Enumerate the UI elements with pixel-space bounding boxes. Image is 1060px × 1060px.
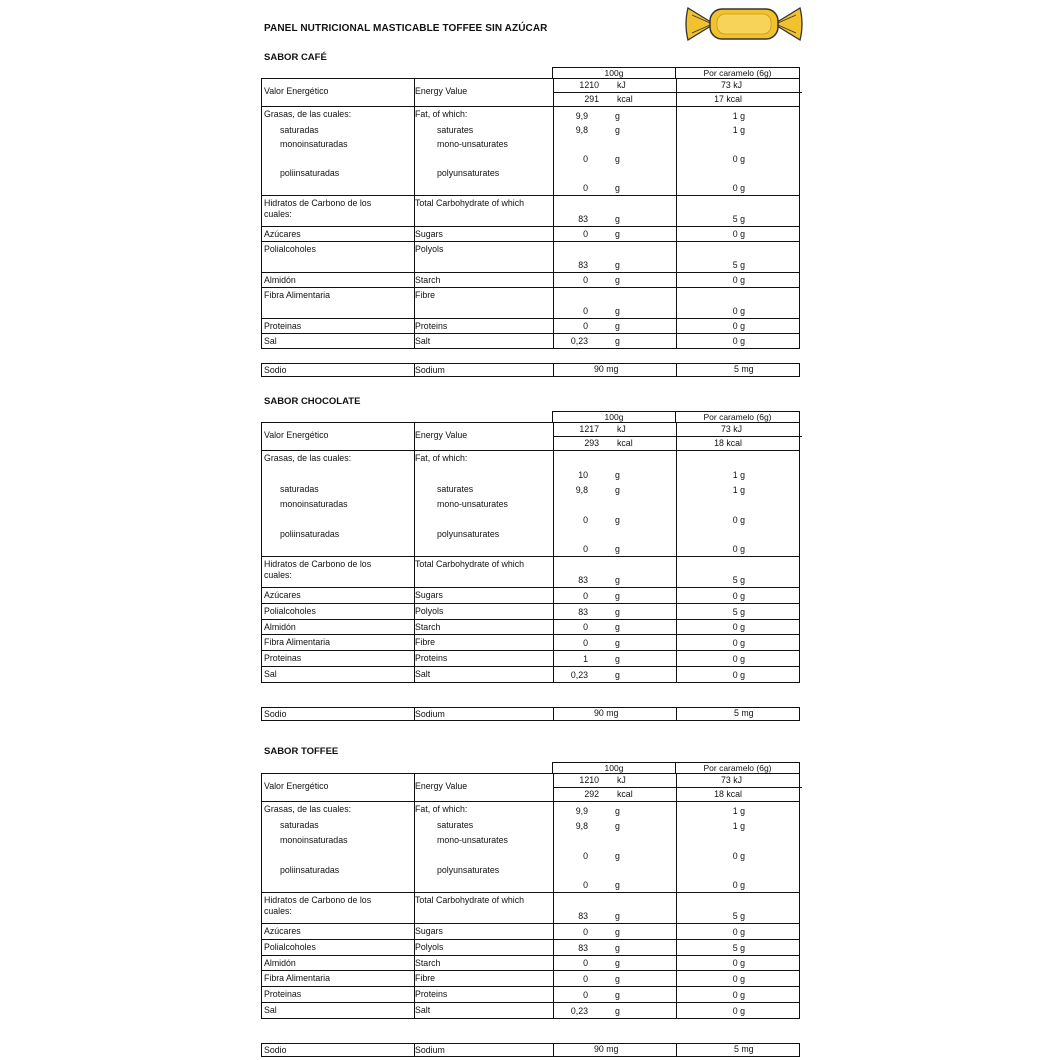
- value-per-unit: 0 g: [732, 275, 745, 285]
- label-en: Fibre: [415, 637, 436, 647]
- label-es: Polialcoholes: [264, 942, 316, 952]
- unit-kcal: kcal: [617, 94, 633, 104]
- label-es: saturadas: [280, 484, 319, 494]
- value-kj-100g: 1210: [579, 775, 599, 785]
- value-100g: 0: [583, 990, 588, 1000]
- label-es: Fibra Alimentaria: [264, 973, 331, 983]
- label-en: Salt: [415, 1005, 431, 1015]
- unit-100g: g: [615, 607, 620, 617]
- value-per-unit: 1 g: [732, 470, 745, 480]
- value-100g: 9,8: [575, 485, 588, 495]
- label-en: Sugars: [415, 926, 443, 936]
- label-es: Hidratos de Carbono de los cuales:: [264, 559, 372, 580]
- label-es: Almidón: [264, 622, 296, 632]
- header-per-unit: Por caramelo (6g): [675, 762, 800, 774]
- label-en: Fat, of which:: [415, 453, 468, 463]
- label-en: Sodium: [415, 365, 445, 375]
- table-row: [262, 497, 799, 527]
- section-title: SABOR CHOCOLATE: [264, 396, 361, 407]
- label-es: poliinsaturadas: [280, 168, 340, 178]
- table-header: [261, 411, 800, 423]
- value-100g: 83: [578, 575, 588, 585]
- label-es: Fibra Alimentaria: [264, 290, 331, 300]
- value-100g: 0: [583, 851, 588, 861]
- table-row: [262, 556, 799, 587]
- value-per-unit: 0 g: [732, 515, 745, 525]
- label-en: Starch: [415, 275, 441, 285]
- header-per-unit: Por caramelo (6g): [675, 67, 800, 79]
- value-100g: 0: [583, 958, 588, 968]
- label-es: Proteinas: [264, 321, 302, 331]
- value-100g: 90 mg: [594, 708, 619, 718]
- unit-100g: g: [615, 927, 620, 937]
- label-es: Polialcoholes: [264, 244, 316, 254]
- table-row: [262, 333, 799, 348]
- label-es: Proteinas: [264, 989, 302, 999]
- value-per-unit: 5 g: [732, 214, 745, 224]
- table-row: [262, 226, 799, 241]
- sodium-row: [261, 1043, 800, 1057]
- label-en: Energy Value: [415, 86, 468, 96]
- unit-100g: g: [615, 654, 620, 664]
- value-per-unit: 0 g: [732, 654, 745, 664]
- label-en: Sodium: [415, 1045, 445, 1055]
- label-en: Polyols: [415, 606, 444, 616]
- label-en: mono-unsaturates: [437, 499, 508, 509]
- unit-100g: g: [615, 154, 620, 164]
- value-100g: 0: [583, 275, 588, 285]
- label-en: Energy Value: [415, 781, 468, 791]
- value-per-unit: 0 g: [732, 336, 745, 346]
- value-100g: 9,9: [575, 806, 588, 816]
- value-per-unit: 1 g: [732, 806, 745, 816]
- value-per-unit: 1 g: [732, 111, 745, 121]
- value-kj-100g: 1217: [579, 424, 599, 434]
- label-en: Fibre: [415, 973, 436, 983]
- value-per-unit: 1 g: [732, 125, 745, 135]
- label-es: Sodio: [264, 365, 287, 375]
- value-100g: 0: [583, 880, 588, 890]
- label-es: Hidratos de Carbono de los cuales:: [264, 198, 372, 219]
- value-100g: 83: [578, 214, 588, 224]
- label-es: Sodio: [264, 1045, 287, 1055]
- label-en: mono-unsaturates: [437, 835, 508, 845]
- value-per-unit: 0 g: [732, 306, 745, 316]
- unit-100g: g: [615, 880, 620, 890]
- unit-100g: g: [615, 515, 620, 525]
- label-en: Sugars: [415, 590, 443, 600]
- table-row: [262, 106, 799, 123]
- label-es: Valor Energético: [264, 430, 329, 440]
- unit-100g: g: [615, 485, 620, 495]
- value-per-unit: 0 g: [732, 1006, 745, 1016]
- table-row: [262, 619, 799, 634]
- value-per-unit: 0 g: [732, 544, 745, 554]
- label-en: Energy Value: [415, 430, 468, 440]
- label-es: Polialcoholes: [264, 606, 316, 616]
- label-en: saturates: [437, 820, 474, 830]
- unit-100g: g: [615, 851, 620, 861]
- header-per-100g: 100g: [552, 411, 676, 423]
- unit-100g: g: [615, 321, 620, 331]
- value-per-unit: 0 g: [732, 183, 745, 193]
- unit-100g: g: [615, 990, 620, 1000]
- table-row: [262, 450, 799, 482]
- unit-100g: g: [615, 622, 620, 632]
- label-en: saturates: [437, 484, 474, 494]
- label-es: Fibra Alimentaria: [264, 637, 331, 647]
- table-row: [262, 923, 799, 939]
- value-100g: 0: [583, 927, 588, 937]
- label-en: Sodium: [415, 709, 445, 719]
- label-en: Starch: [415, 958, 441, 968]
- label-es: Sodio: [264, 709, 287, 719]
- unit-kcal: kcal: [617, 789, 633, 799]
- label-en: Sugars: [415, 229, 443, 239]
- label-es: Sal: [264, 669, 277, 679]
- label-es: saturadas: [280, 820, 319, 830]
- table-row: [262, 986, 799, 1002]
- label-en: polyunsaturates: [437, 529, 500, 539]
- value-per-unit: 5 mg: [734, 1044, 754, 1054]
- label-es: monoinsaturadas: [280, 499, 348, 509]
- label-es: Sal: [264, 336, 277, 346]
- value-100g: 90 mg: [594, 364, 619, 374]
- value-100g: 9,8: [575, 821, 588, 831]
- unit-100g: g: [615, 806, 620, 816]
- nutrition-table: [261, 67, 800, 349]
- table-row: [262, 892, 799, 923]
- label-en: Polyols: [415, 244, 444, 254]
- label-es: Grasas, de las cuales:: [264, 109, 352, 119]
- value-100g: 0: [583, 306, 588, 316]
- unit-100g: g: [615, 336, 620, 346]
- table-body: [261, 773, 800, 1019]
- value-100g: 1: [583, 654, 588, 664]
- unit-kj: kJ: [617, 775, 626, 785]
- label-es: Grasas, de las cuales:: [264, 804, 352, 814]
- label-en: Fibre: [415, 290, 436, 300]
- unit-100g: g: [615, 275, 620, 285]
- table-row: [262, 818, 799, 833]
- label-es: poliinsaturadas: [280, 865, 340, 875]
- table-row: [262, 272, 799, 287]
- value-100g: 0: [583, 515, 588, 525]
- table-row: [262, 166, 799, 195]
- value-kcal-100g: 291: [584, 94, 599, 104]
- value-100g: 0: [583, 321, 588, 331]
- value-kj-unit: 73 kJ: [720, 775, 742, 785]
- value-100g: 83: [578, 943, 588, 953]
- unit-100g: g: [615, 911, 620, 921]
- value-per-unit: 0 g: [732, 321, 745, 331]
- value-per-unit: 0 g: [732, 670, 745, 680]
- value-kj-100g: 1210: [579, 80, 599, 90]
- label-en: Salt: [415, 336, 431, 346]
- section-title: SABOR CAFÉ: [264, 52, 327, 63]
- value-kj-unit: 73 kJ: [720, 80, 742, 90]
- value-kcal-unit: 17 kcal: [714, 94, 742, 104]
- label-es: Almidón: [264, 275, 296, 285]
- value-kcal-unit: 18 kcal: [714, 438, 742, 448]
- label-en: Fat, of which:: [415, 109, 468, 119]
- label-es: Valor Energético: [264, 781, 329, 791]
- unit-100g: g: [615, 821, 620, 831]
- label-es: poliinsaturadas: [280, 529, 340, 539]
- value-100g: 0,23: [570, 336, 588, 346]
- value-per-unit: 5 mg: [734, 708, 754, 718]
- label-es: saturadas: [280, 125, 319, 135]
- value-per-unit: 5 g: [732, 260, 745, 270]
- label-en: Total Carbohydrate of which: [415, 559, 525, 569]
- label-es: Sal: [264, 1005, 277, 1015]
- label-es: Almidón: [264, 958, 296, 968]
- value-per-unit: 0 g: [732, 591, 745, 601]
- label-es: Azúcares: [264, 926, 301, 936]
- label-es: Proteinas: [264, 653, 302, 663]
- sodium-row: [261, 707, 800, 721]
- section-title: SABOR TOFFEE: [264, 746, 339, 757]
- nutrition-table: [261, 411, 800, 683]
- value-100g: 83: [578, 911, 588, 921]
- value-per-unit: 0 g: [732, 622, 745, 632]
- header-per-unit: Por caramelo (6g): [675, 411, 800, 423]
- unit-100g: g: [615, 575, 620, 585]
- value-per-unit: 5 mg: [734, 364, 754, 374]
- value-per-unit: 1 g: [732, 821, 745, 831]
- value-per-unit: 0 g: [732, 974, 745, 984]
- label-en: polyunsaturates: [437, 168, 500, 178]
- table-row: [262, 939, 799, 955]
- label-en: Proteins: [415, 989, 448, 999]
- value-kcal-100g: 292: [584, 789, 599, 799]
- table-row: [262, 666, 799, 682]
- value-100g: 0: [583, 974, 588, 984]
- label-en: Salt: [415, 669, 431, 679]
- table-header: [261, 67, 800, 79]
- table-row: [262, 287, 799, 318]
- label-es: monoinsaturadas: [280, 139, 348, 149]
- unit-100g: g: [615, 544, 620, 554]
- value-100g: 0: [583, 544, 588, 554]
- label-en: Total Carbohydrate of which: [415, 198, 525, 208]
- label-es: Azúcares: [264, 229, 301, 239]
- table-row: [262, 650, 799, 666]
- value-100g: 0: [583, 591, 588, 601]
- value-100g: 9,9: [575, 111, 588, 121]
- value-per-unit: 0 g: [732, 958, 745, 968]
- unit-100g: g: [615, 260, 620, 270]
- unit-100g: g: [615, 591, 620, 601]
- value-per-unit: 0 g: [732, 880, 745, 890]
- value-per-unit: 1 g: [732, 485, 745, 495]
- label-es: Azúcares: [264, 590, 301, 600]
- table-row-energy: [262, 423, 799, 450]
- unit-100g: g: [615, 183, 620, 193]
- table-row: [262, 318, 799, 333]
- unit-100g: g: [615, 1006, 620, 1016]
- unit-100g: g: [615, 306, 620, 316]
- table-row: [262, 863, 799, 892]
- table-row: [262, 527, 799, 556]
- value-100g: 90 mg: [594, 1044, 619, 1054]
- table-row: [262, 801, 799, 818]
- value-100g: 0: [583, 622, 588, 632]
- label-en: mono-unsaturates: [437, 139, 508, 149]
- label-es: Grasas, de las cuales:: [264, 453, 352, 463]
- unit-100g: g: [615, 943, 620, 953]
- unit-100g: g: [615, 214, 620, 224]
- header-per-100g: 100g: [552, 67, 676, 79]
- label-en: Fat, of which:: [415, 804, 468, 814]
- label-es: monoinsaturadas: [280, 835, 348, 845]
- unit-100g: g: [615, 229, 620, 239]
- value-per-unit: 0 g: [732, 851, 745, 861]
- value-100g: 83: [578, 607, 588, 617]
- table-row: [262, 195, 799, 226]
- table-header: [261, 762, 800, 774]
- label-es: Valor Energético: [264, 86, 329, 96]
- label-en: Proteins: [415, 321, 448, 331]
- table-row-energy: [262, 79, 799, 106]
- table-row: [262, 482, 799, 497]
- unit-100g: g: [615, 125, 620, 135]
- label-en: Polyols: [415, 942, 444, 952]
- table-row: [262, 587, 799, 603]
- value-100g: 10: [578, 470, 588, 480]
- unit-kj: kJ: [617, 424, 626, 434]
- table-row: [262, 833, 799, 863]
- value-per-unit: 5 g: [732, 607, 745, 617]
- table-row: [262, 955, 799, 970]
- value-100g: 0: [583, 229, 588, 239]
- label-en: Starch: [415, 622, 441, 632]
- unit-100g: g: [615, 470, 620, 480]
- nutrition-table: [261, 762, 800, 1019]
- unit-100g: g: [615, 974, 620, 984]
- value-per-unit: 0 g: [732, 229, 745, 239]
- table-body: [261, 78, 800, 349]
- value-100g: 0: [583, 183, 588, 193]
- wrapped-candy-icon: [684, 3, 804, 45]
- table-row: [262, 634, 799, 650]
- value-100g: 83: [578, 260, 588, 270]
- table-row: [262, 970, 799, 986]
- value-per-unit: 5 g: [732, 911, 745, 921]
- label-en: Total Carbohydrate of which: [415, 895, 525, 905]
- value-per-unit: 5 g: [732, 943, 745, 953]
- table-row: [262, 123, 799, 137]
- table-body: [261, 422, 800, 683]
- value-100g: 0: [583, 638, 588, 648]
- label-es: Hidratos de Carbono de los cuales:: [264, 895, 372, 916]
- unit-100g: g: [615, 111, 620, 121]
- unit-kcal: kcal: [617, 438, 633, 448]
- unit-kj: kJ: [617, 80, 626, 90]
- unit-100g: g: [615, 638, 620, 648]
- value-per-unit: 0 g: [732, 154, 745, 164]
- label-en: Proteins: [415, 653, 448, 663]
- value-100g: 0,23: [570, 1006, 588, 1016]
- value-per-unit: 0 g: [732, 927, 745, 937]
- label-en: polyunsaturates: [437, 865, 500, 875]
- value-100g: 0: [583, 154, 588, 164]
- value-per-unit: 0 g: [732, 638, 745, 648]
- value-100g: 9,8: [575, 125, 588, 135]
- table-row: [262, 1002, 799, 1018]
- value-kj-unit: 73 kJ: [720, 424, 742, 434]
- table-row-energy: [262, 774, 799, 801]
- header-per-100g: 100g: [552, 762, 676, 774]
- table-row: [262, 603, 799, 619]
- value-100g: 0,23: [570, 670, 588, 680]
- page-title: PANEL NUTRICIONAL MASTICABLE TOFFEE SIN AZÚCAR: [264, 23, 548, 34]
- value-per-unit: 0 g: [732, 990, 745, 1000]
- sodium-row: [261, 363, 800, 377]
- value-per-unit: 5 g: [732, 575, 745, 585]
- table-row: [262, 137, 799, 166]
- table-row: [262, 241, 799, 272]
- value-kcal-100g: 293: [584, 438, 599, 448]
- label-en: saturates: [437, 125, 474, 135]
- value-kcal-unit: 18 kcal: [714, 789, 742, 799]
- unit-100g: g: [615, 670, 620, 680]
- unit-100g: g: [615, 958, 620, 968]
